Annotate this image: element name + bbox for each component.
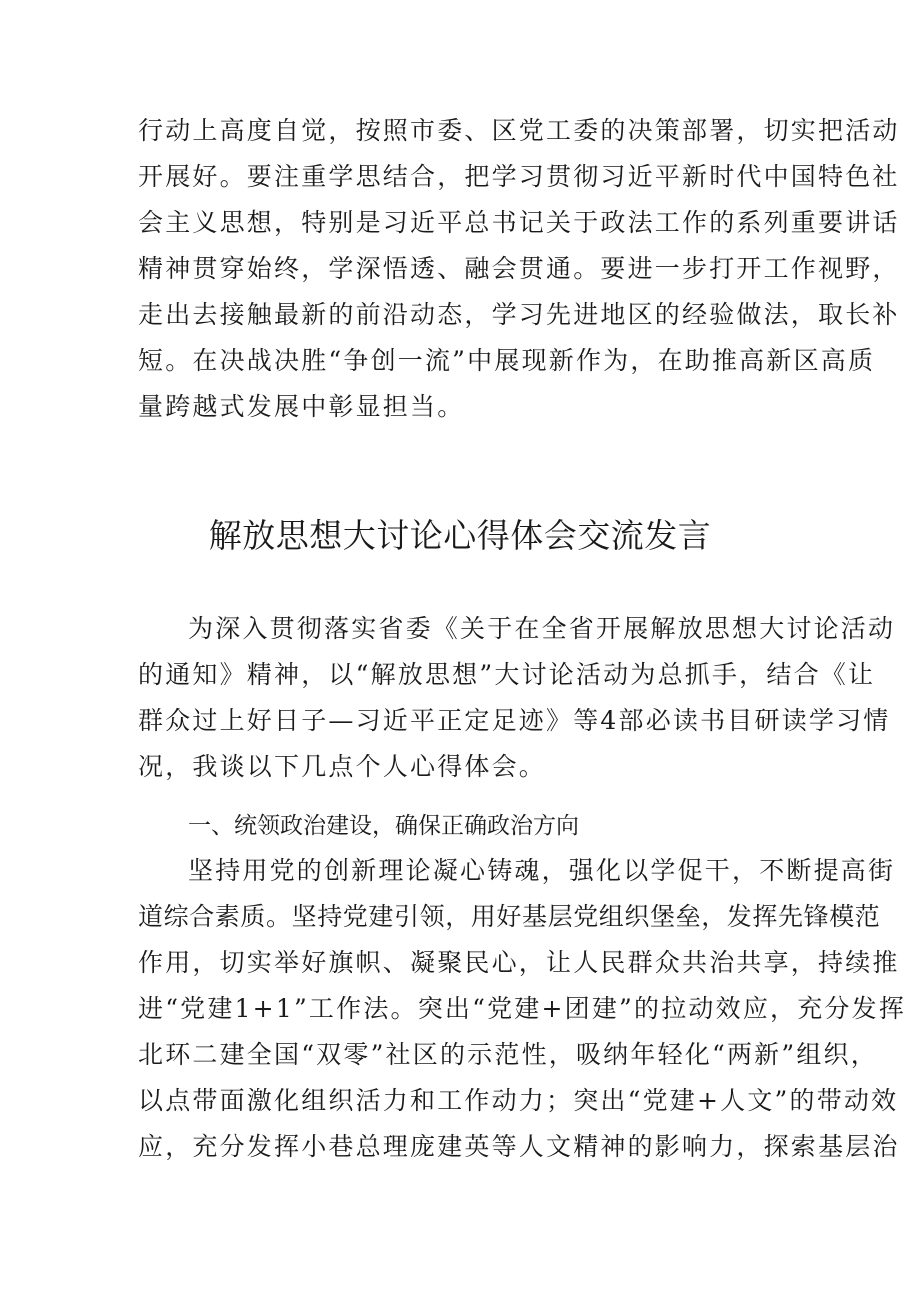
text-line: 短。在决战决胜“争创一流”中展现新作为，在助推高新区高质 bbox=[138, 346, 876, 375]
text-line: 应，充分发挥小巷总理庞建英等人文精神的影响力，探索基层治 bbox=[138, 1132, 900, 1161]
text-line: 会主义思想，特别是习近平总书记关于政法工作的系列重要讲话 bbox=[138, 208, 900, 237]
text-line: 量跨越式发展中彰显担当。 bbox=[138, 392, 465, 421]
document-title: 解放思想大讨论心得体会交流发言 bbox=[208, 516, 712, 555]
text-line: 作用，切实举好旗帜、凝聚民心，让人民群众共治共享，持续推 bbox=[138, 948, 900, 977]
text-line: 走出去接触最新的前沿动态，学习先进地区的经验做法，取长补 bbox=[138, 300, 900, 329]
text-line: 况，我谈以下几点个人心得体会。 bbox=[138, 752, 547, 781]
text-line: 以点带面激化组织活力和工作动力；突出“党建+人文”的带动效 bbox=[138, 1086, 899, 1115]
section-heading: 一、统领政治建设，确保正确政治方向 bbox=[188, 813, 579, 839]
text-line: 群众过上好日子—习近平正定足迹》等4部必读书目研读学习情 bbox=[138, 706, 891, 735]
text-line: 行动上高度自觉，按照市委、区党工委的决策部署，切实把活动 bbox=[138, 116, 900, 145]
text-line: 开展好。要注重学思结合，把学习贯彻习近平新时代中国特色社 bbox=[138, 162, 900, 191]
text-line: 精神贯穿始终，学深悟透、融会贯通。要进一步打开工作视野， bbox=[138, 254, 900, 283]
text-line: 进“党建1+1”工作法。突出“党建+团建”的拉动效应，充分发挥 bbox=[138, 994, 907, 1023]
text-line: 坚持用党的创新理论凝心铸魂，强化以学促干，不断提高街 bbox=[188, 856, 896, 885]
text-line: 北环二建全国“双零”社区的示范性，吸纳年轻化“两新”组织， bbox=[138, 1040, 878, 1069]
text-line: 道综合素质。坚持党建引领，用好基层党组织堡垒，发挥先锋模范 bbox=[138, 902, 881, 931]
text-line: 为深入贯彻落实省委《关于在全省开展解放思想大讨论活动 bbox=[188, 614, 896, 643]
text-line: 的通知》精神，以“解放思想”大讨论活动为总抓手，结合《让 bbox=[138, 660, 876, 689]
